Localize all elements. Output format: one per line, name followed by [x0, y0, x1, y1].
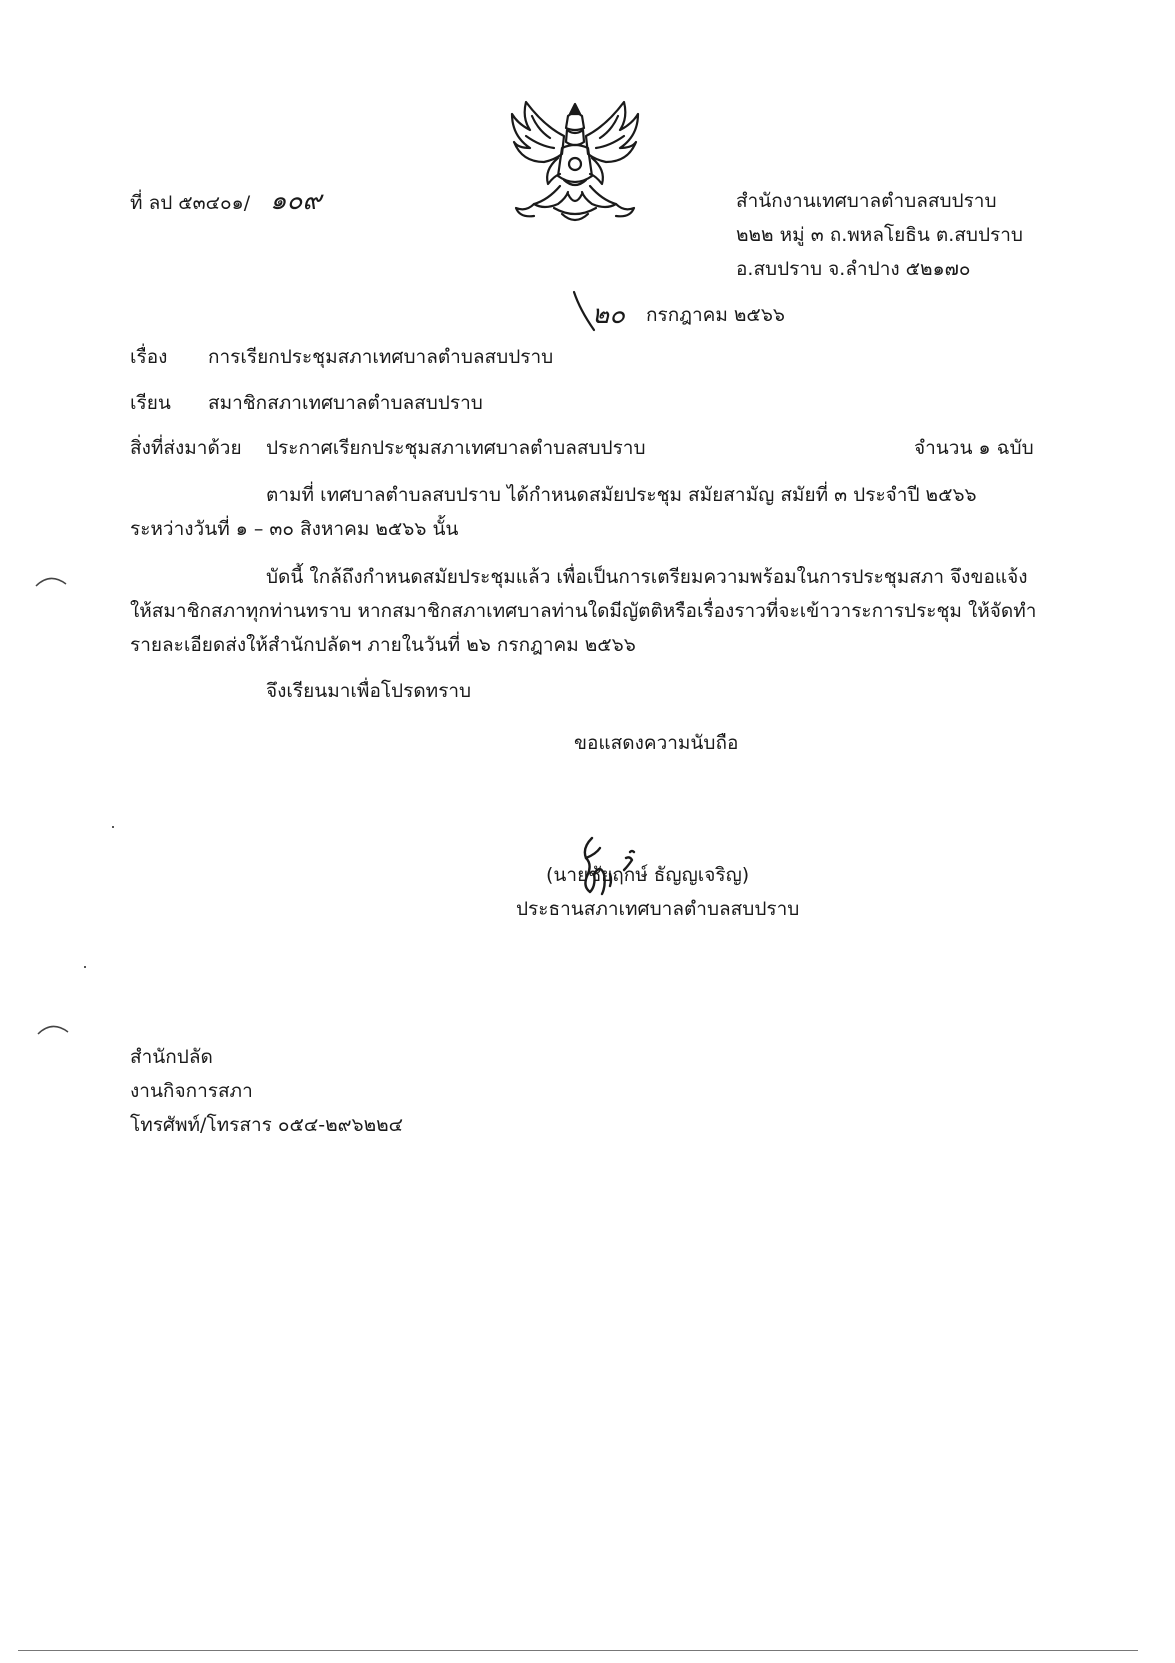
punch-hole-mark — [34, 570, 68, 590]
body-p2-line1: บัดนี้ ใกล้ถึงกำหนดสมัยประชุมแล้ว เพื่อเป็นการเตรียมความพร้อมในการประชุมสภา จึงขอแจ้ง — [266, 566, 1028, 588]
sender-address-line1: ๒๒๒ หมู่ ๓ ถ.พหลโยธิน ต.สบปราบ — [736, 224, 1023, 246]
sender-address-line2: อ.สบปราบ จ.ลำปาง ๕๒๑๗๐ — [736, 258, 971, 280]
signer-position: ประธานสภาเทศบาลตำบลสบปราบ — [516, 898, 800, 920]
ref-handwritten: ๑๐๙ — [270, 186, 322, 216]
closing-phrase: ขอแสดงความนับถือ — [574, 732, 739, 754]
enclosure-text: ประกาศเรียกประชุมสภาเทศบาลตำบลสบปราบ — [266, 437, 646, 459]
recipient-text: สมาชิกสภาเทศบาลตำบลสบปราบ — [208, 392, 483, 414]
enclosure-quantity: จำนวน ๑ ฉบับ — [914, 437, 1034, 459]
garuda-emblem — [504, 96, 646, 238]
recipient-label: เรียน — [130, 392, 171, 414]
subject-text: การเรียกประชุมสภาเทศบาลตำบลสบปราบ — [208, 346, 554, 368]
body-p1-line2: ระหว่างวันที่ ๑ – ๓๐ สิงหาคม ๒๕๖๖ นั้น — [130, 518, 459, 540]
body-p2-line2: ให้สมาชิกสภาทุกท่านทราบ หากสมาชิกสภาเทศบาลท่านใดมีญัตติหรือเรื่องราวที่จะเข้าวาระการประชุม ให้จัดทำ — [130, 600, 1037, 622]
scan-speck — [84, 966, 86, 968]
enclosure-label: สิ่งที่ส่งมาด้วย — [130, 437, 242, 459]
date-day-handwritten: ๒๐ — [592, 300, 626, 330]
footer-division: สำนักปลัด — [130, 1046, 213, 1068]
body-p2-line3: รายละเอียดส่งให้สำนักปลัดฯ ภายในวันที่ ๒๖ กรกฎาคม ๒๕๖๖ — [130, 634, 636, 656]
scan-speck — [112, 826, 114, 828]
scan-edge-line — [18, 1650, 1138, 1651]
body-closing-request: จึงเรียนมาเพื่อโปรดทราบ — [266, 680, 472, 702]
signer-name: (นายชัยฤกษ์ ธัญญเจริญ) — [546, 864, 750, 886]
sender-office: สำนักงานเทศบาลตำบลสบปราบ — [736, 190, 997, 212]
punch-hole-mark — [36, 1018, 70, 1038]
footer-phone: โทรศัพท์/โทรสาร ๐๕๔-๒๙๖๒๒๔ — [130, 1114, 404, 1136]
date-month-year: กรกฎาคม ๒๕๖๖ — [646, 304, 785, 326]
footer-section: งานกิจการสภา — [130, 1080, 253, 1102]
ref-number: ที่ ลป ๕๓๔๐๑/ — [130, 192, 251, 214]
subject-label: เรื่อง — [130, 346, 168, 368]
body-p1-line1: ตามที่ เทศบาลตำบลสบปราบ ได้กำหนดสมัยประชุม สมัยสามัญ สมัยที่ ๓ ประจำปี ๒๕๖๖ — [266, 484, 977, 506]
